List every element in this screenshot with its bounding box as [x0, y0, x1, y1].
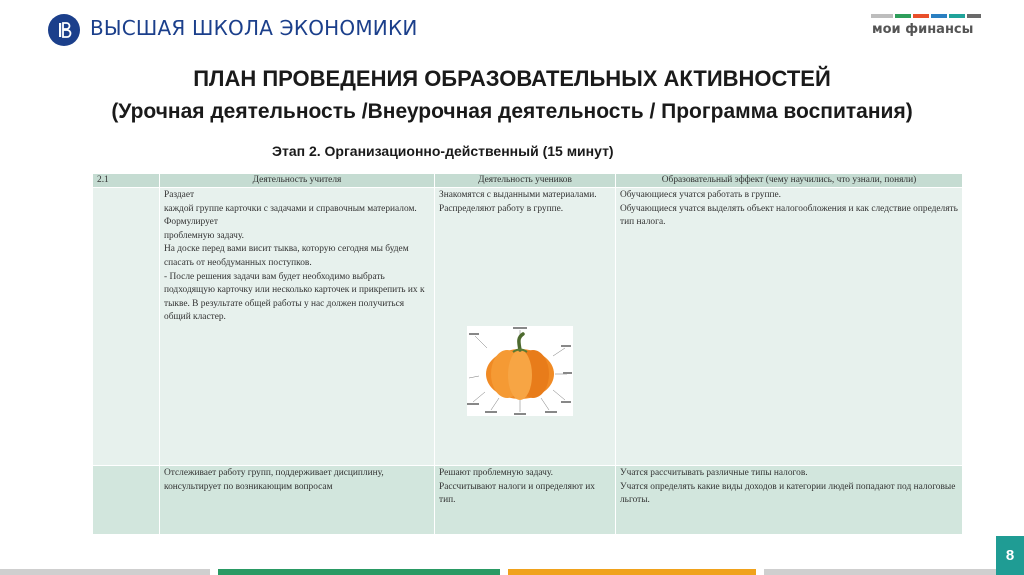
text-line: - После решения задачи вам будет необходимо выбрать подходящую карточку или несколько карточек и прикрепить их к тыкве. В результате общей работы у нас должен получиться общий кластер. — [164, 271, 425, 323]
text-line: Распределяют работу в группе. — [439, 203, 564, 214]
cell-student-activity — [435, 188, 616, 466]
cell-step-number — [93, 188, 160, 466]
partner-logo-stripes — [871, 14, 981, 18]
activity-table — [92, 173, 963, 535]
text-line: На доске перед вами висит тыква, которую сегодня мы будем спасать от необдуманных поступков. — [164, 244, 409, 268]
text-line: Решают проблемную задачу. — [439, 468, 553, 478]
table-header-row — [93, 174, 963, 188]
text-line: Знакомятся с выданными материалами. — [439, 190, 597, 200]
text-line: Отслеживает работу групп, поддерживает дисциплину, консультирует по возникающим вопросам — [164, 468, 384, 492]
text-line: проблемную задачу. — [164, 230, 244, 241]
slide-subtitle: (Урочная деятельность /Внеурочная деятельность / Программа воспитания) — [111, 100, 913, 123]
pumpkin-illustration — [467, 326, 573, 416]
cell-teacher-activity — [160, 466, 435, 535]
text-line: Обучающиеся учатся работать в группе. — [620, 190, 781, 200]
cell-step-number — [93, 466, 160, 535]
stage-heading: Этап 2. Организационно-действенный (15 минут) — [272, 143, 614, 159]
table-row — [93, 466, 963, 535]
header-student-activity: Деятельность учеников — [435, 174, 616, 188]
hse-logo-icon — [48, 14, 80, 46]
text-line: Формулирует — [164, 217, 218, 228]
text-line: Обучающиеся учатся выделять объект налогообложения и как следствие определять тип налога. — [620, 203, 958, 228]
cell-teacher-activity — [160, 188, 435, 466]
header-educational-effect: Образовательный эффект (чему научились, что узнали, поняли) — [616, 174, 963, 188]
cell-educational-effect — [616, 466, 963, 535]
text-line: каждой группе карточки с задачами и справочным материалом. — [164, 203, 417, 214]
cell-student-activity — [435, 466, 616, 535]
table-row — [93, 188, 963, 466]
text-line: Рассчитывают налоги и определяют их тип. — [439, 481, 595, 506]
footer-color-bars — [0, 569, 996, 575]
text-line: Учатся определять какие виды доходов и категории людей попадают под налоговые льготы. — [620, 481, 956, 506]
page-number: 8 — [996, 536, 1024, 575]
partner-logo: мои финансы — [872, 22, 974, 37]
header-teacher-activity: Деятельность учителя — [160, 174, 435, 188]
org-name: ВЫСШАЯ ШКОЛА ЭКОНОМИКИ — [90, 16, 418, 40]
slide-title: ПЛАН ПРОВЕДЕНИЯ ОБРАЗОВАТЕЛЬНЫХ АКТИВНОСТЕЙ — [193, 66, 831, 91]
header-step-number: 2.1 — [93, 174, 160, 188]
cell-educational-effect — [616, 188, 963, 466]
text-line: Учатся рассчитывать различные типы налогов. — [620, 468, 808, 478]
text-line: Раздает — [164, 190, 195, 200]
